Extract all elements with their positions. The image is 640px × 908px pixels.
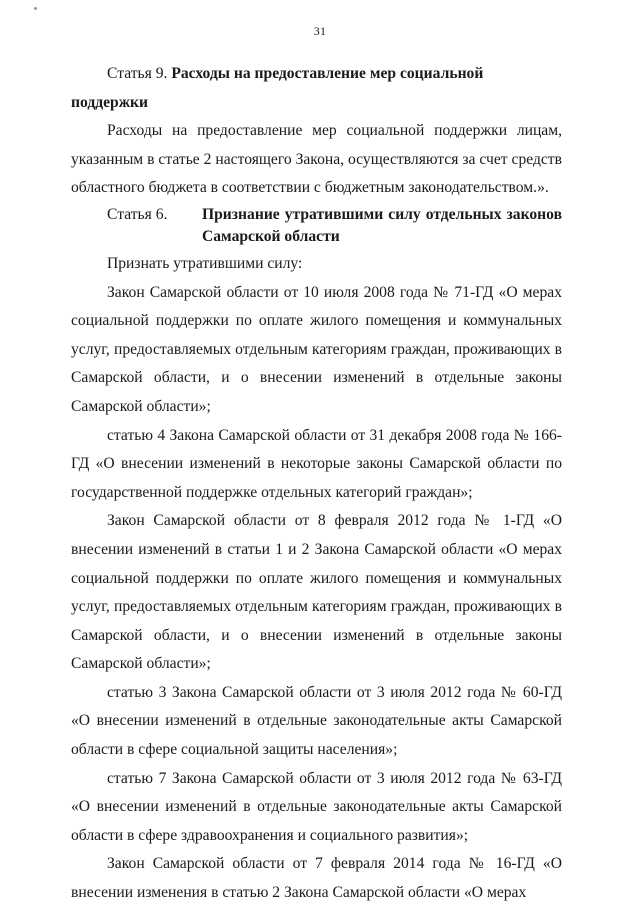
repealed-law-item: статью 3 Закона Самарской области от 3 июля 2012 года № 60-ГД «О внесении изменений в отдельные законодательные акты Самарской области в сфере социальной защиты населения»; <box>71 683 562 759</box>
article-9-label: Статья 9. <box>107 65 172 82</box>
repealed-law-item: статью 7 Закона Самарской области от 3 июля 2012 года № 63-ГД «О внесении изменений в отдельные законодательные акты Самарской области в сфере здравоохранения и социального развития»; <box>71 769 562 844</box>
repealed-law-item: Закон Самарской области от 8 февраля 2012 года № 1-ГД «О внесении изменений в статьи 1 и 2 Закона Самарской области «О мерах социальной поддержки по оплате жилого помещения и коммунальных услуг, предоставляемых отдельным категориям граждан, проживающих в Самарской области, и о внесении изменений в отдельные законы Самарской области»; <box>71 512 562 673</box>
article-6-title: Признание утратившими силу отдельных законов Самарской области <box>202 205 562 245</box>
article-6-intro: Признать утратившими силу: <box>107 254 303 272</box>
scan-speck <box>34 7 37 10</box>
article-6-heading <box>71 204 562 248</box>
article-9-heading <box>71 60 562 117</box>
article-9-paragraph: Расходы на предоставление мер социальной поддержки лицам, указанным в статье 2 настоящего Закона, осуществляются за счет средств областного бюджета в соответствии с бюджетным законодательством.». <box>71 122 562 197</box>
document-body <box>71 60 562 908</box>
article-6-label: Статья 6. <box>107 205 168 223</box>
repealed-law-item: статью 4 Закона Самарской области от 31 декабря 2008 года № 166-ГД «О внесении изменений в некоторые законы Самарской области по государственной поддержке отдельных категорий граждан»; <box>71 426 562 501</box>
repealed-law-item: Закон Самарской области от 7 февраля 2014 года № 16-ГД «О внесении изменения в статью 2 Закона Самарской области «О мерах <box>71 855 562 902</box>
page-number: 31 <box>313 24 327 38</box>
repealed-law-item: Закон Самарской области от 10 июля 2008 года № 71-ГД «О мерах социальной поддержки по оплате жилого помещения и коммунальных услуг, предоставляемых отдельным категориям граждан, проживающих в Самарской области, и о внесении изменений в отдельные законы Самарской области»; <box>71 283 562 415</box>
article-9-title: Расходы на предоставление мер социальной поддержки <box>71 65 484 111</box>
